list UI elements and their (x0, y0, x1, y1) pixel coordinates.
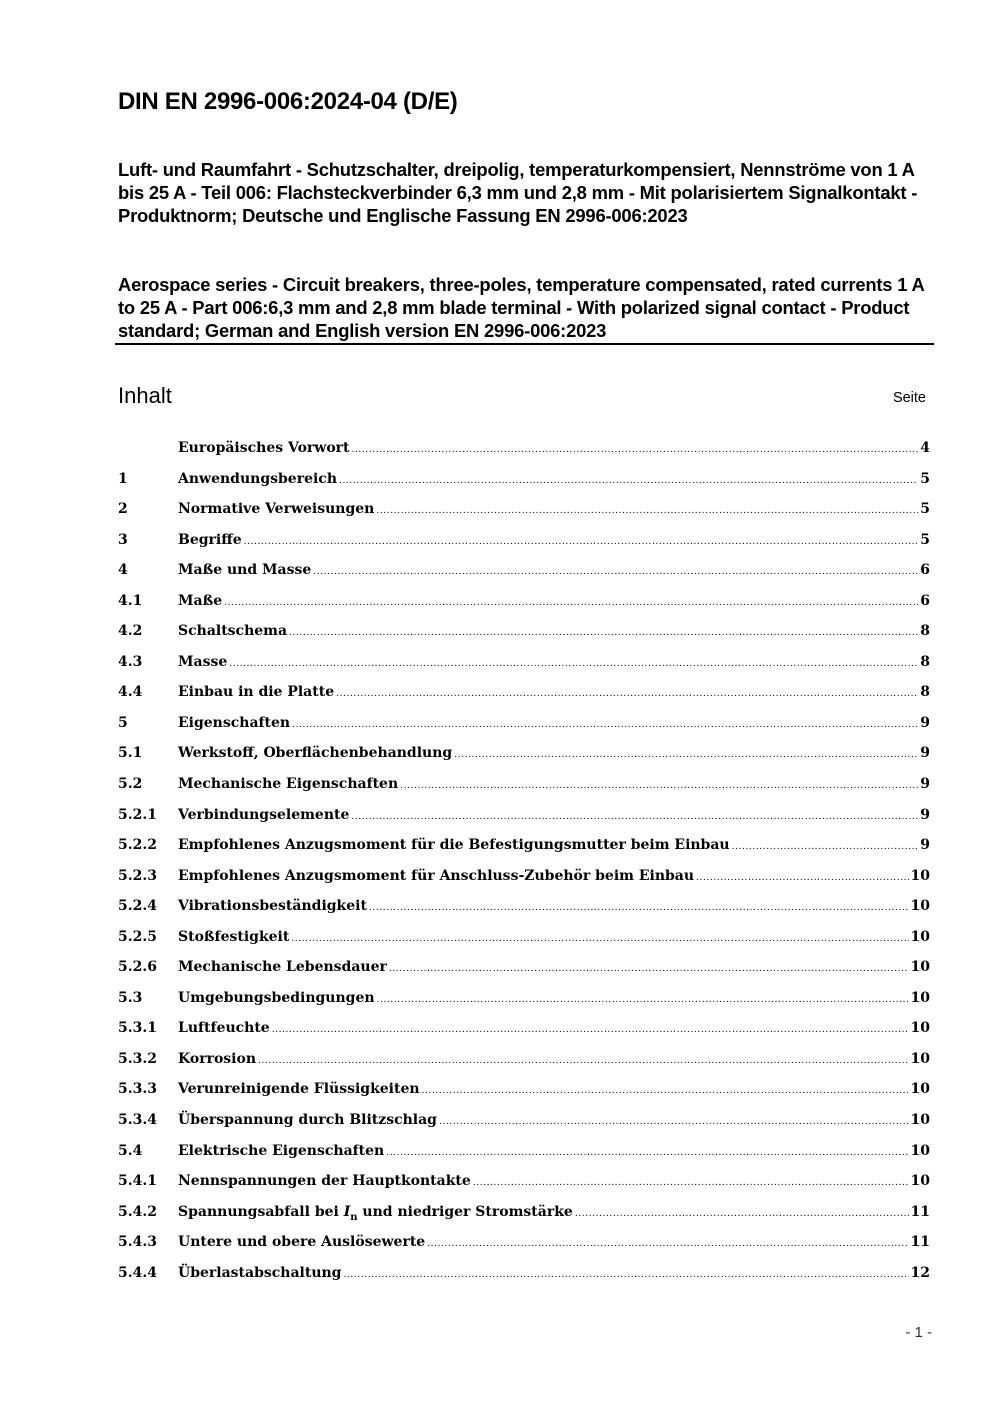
toc-entry-page: 8 (920, 653, 930, 670)
toc-dot-leader (473, 1178, 909, 1188)
toc-heading: Inhalt (118, 383, 172, 408)
toc-entry-number: 5.3.4 (118, 1112, 157, 1129)
toc-entry-title: Einbau in die Platte (178, 684, 335, 701)
toc-dot-leader (291, 934, 908, 944)
toc-entry[interactable] (118, 440, 930, 471)
toc-dot-leader (575, 1209, 909, 1219)
toc-entry-number: 5.4.1 (118, 1173, 157, 1190)
toc-entry-page: 9 (920, 806, 930, 823)
toc-entry[interactable] (118, 776, 930, 807)
toc-dot-leader (343, 1270, 908, 1280)
toc-entry-page: 10 (910, 1050, 930, 1067)
toc-entry-number: 5.1 (118, 745, 143, 762)
title-divider (115, 343, 934, 345)
toc-entry-page: 12 (910, 1264, 930, 1281)
toc-entry-title: Stoßfestigkeit (178, 928, 290, 945)
toc-entry[interactable] (118, 501, 930, 532)
toc-dot-leader (389, 964, 909, 974)
toc-entry-number: 5.2.1 (118, 806, 157, 823)
toc-entry-title: Luftfeuchte (178, 1020, 270, 1037)
toc-entry-title: Vibrationsbeständigkeit (178, 898, 367, 915)
toc-dot-leader (400, 781, 918, 791)
toc-entry-page: 11 (910, 1234, 930, 1251)
toc-entry-number: 3 (118, 531, 128, 548)
toc-entry[interactable] (118, 837, 930, 868)
toc-entry-number: 4.4 (118, 684, 143, 701)
toc-entry[interactable] (118, 593, 930, 624)
title-german: Luft- und Raumfahrt - Schutzschalter, dreipolig, temperaturkompensiert, Nennströme von 1 A bis 25 A - Teil 006: Flachsteckverbinder 6,3 mm und 2,8 mm - Mit polarisiertem Signalkontakt - Produktnorm; Deutsche und Englische Fassung EN 2996-006:2023 (118, 159, 918, 226)
toc-entry-title: Werkstoff, Oberflächenbehandlung (178, 745, 453, 762)
toc-entry-page: 5 (920, 501, 930, 518)
toc-entry-page: 10 (910, 1020, 930, 1037)
toc-page-column-label: Seite (892, 390, 926, 406)
toc-entry[interactable] (118, 1081, 930, 1112)
toc-entry-page: 10 (910, 959, 930, 976)
toc-entry[interactable] (118, 807, 930, 838)
toc-entry-page: 10 (910, 1081, 930, 1098)
toc-dot-leader (422, 1086, 909, 1096)
toc-entry-title: Verbindungselemente (178, 806, 350, 823)
toc-entry[interactable] (118, 654, 930, 685)
toc-entry-page: 10 (910, 1142, 930, 1159)
toc-entry-number: 5.4.2 (118, 1203, 157, 1220)
toc-entry-number: 4.2 (118, 623, 143, 640)
toc-entry-title: Umgebungsbedingungen (178, 989, 375, 1006)
toc-dot-leader (351, 812, 918, 822)
toc-entry-title: Europäisches Vorwort (178, 440, 350, 456)
toc-dot-leader (229, 659, 918, 669)
toc-entry-number: 5.2 (118, 776, 143, 793)
toc-entry-page: 10 (910, 1112, 930, 1129)
toc-entry-title: Maße (178, 592, 223, 609)
toc-entry-title: Eigenschaften (178, 714, 291, 731)
page-number: - 1 - (905, 1324, 932, 1341)
toc-dot-leader (336, 689, 918, 699)
title-english: Aerospace series - Circuit breakers, three-poles, temperature compensated, rated currents 1 A to 25 A - Part 006:6,3 mm and 2,8 mm blade terminal - With polarized signal contact - Product standard; German and English version EN 2996-006:2023 (118, 274, 924, 341)
toc-entry-page: 5 (920, 531, 930, 548)
toc-dot-leader (313, 567, 918, 577)
toc-entry-page: 6 (920, 562, 930, 579)
toc-dot-leader (224, 598, 918, 608)
toc-entry-number: 5.3.2 (118, 1050, 157, 1067)
toc-title-part: und niedriger Stromstärke (357, 1203, 573, 1220)
toc-entry-number: 4.3 (118, 653, 143, 670)
toc-entry-title: Überspannung durch Blitzschlag (178, 1112, 437, 1129)
toc-title-part: Spannungsabfall bei (178, 1203, 344, 1220)
toc-entry-number: 5.2.5 (118, 928, 157, 945)
toc-entry-number: 5.3 (118, 989, 143, 1006)
toc-entry-title: Elektrische Eigenschaften (178, 1142, 385, 1159)
toc-entry[interactable] (118, 1265, 930, 1296)
toc-entry[interactable] (118, 1234, 930, 1265)
toc-entry-title: Empfohlenes Anzugsmoment für Anschluss-Zubehör beim Einbau (178, 867, 695, 884)
toc-entry-title: Schaltschema (178, 623, 288, 640)
toc-entry[interactable] (118, 929, 930, 960)
toc-entry-number: 1 (118, 470, 128, 487)
toc-entry-number: 4.1 (118, 592, 143, 609)
toc-entry[interactable] (118, 745, 930, 776)
toc-entry-page: 6 (920, 592, 930, 609)
toc-entry-number: 2 (118, 501, 128, 518)
toc-entry-page: 4 (920, 440, 930, 456)
toc-dot-leader (439, 1117, 909, 1127)
toc-entry-title: Nennspannungen der Hauptkontakte (178, 1173, 471, 1190)
document-title: DIN EN 2996-006:2024-04 (D/E) (118, 88, 458, 115)
toc-entry-page: 9 (920, 745, 930, 762)
current-symbol: I (343, 1203, 351, 1220)
toc-entry[interactable] (118, 684, 930, 715)
toc-entry-number: 5.2.4 (118, 898, 157, 915)
toc-entry-number: 5 (118, 714, 128, 731)
toc-entry[interactable] (118, 532, 930, 563)
toc-entry[interactable] (118, 562, 930, 593)
toc-dot-leader (352, 445, 919, 455)
toc-entry[interactable] (118, 990, 930, 1021)
table-of-contents (118, 440, 930, 1295)
toc-entry-number: 5.4.3 (118, 1234, 157, 1251)
toc-entry[interactable] (118, 715, 930, 746)
toc-entry-page: 8 (920, 623, 930, 640)
toc-entry-number: 5.3.1 (118, 1020, 157, 1037)
toc-dot-leader (376, 506, 918, 516)
toc-entry-number: 5.4.4 (118, 1264, 157, 1281)
toc-entry-title: Mechanische Eigenschaften (178, 776, 399, 793)
toc-entry-page: 9 (920, 837, 930, 854)
toc-dot-leader (289, 628, 918, 638)
toc-entry[interactable] (118, 868, 930, 899)
toc-entry-title: Korrosion (178, 1050, 257, 1067)
toc-entry-page: 8 (920, 684, 930, 701)
toc-dot-leader (696, 873, 908, 883)
toc-dot-leader (732, 842, 919, 852)
toc-entry-page: 10 (910, 989, 930, 1006)
toc-dot-leader (339, 476, 918, 486)
toc-entry-number: 4 (118, 562, 128, 579)
toc-entry-page: 9 (920, 714, 930, 731)
toc-entry-page: 9 (920, 776, 930, 793)
toc-entry[interactable] (118, 1143, 930, 1174)
toc-entry-title: Überlastabschaltung (178, 1264, 342, 1281)
toc-entry-title (178, 1204, 573, 1223)
toc-entry[interactable] (118, 1020, 930, 1051)
toc-entry-page: 11 (910, 1203, 930, 1220)
toc-entry[interactable] (118, 1112, 930, 1143)
toc-entry-title: Normative Verweisungen (178, 501, 375, 518)
toc-entry[interactable] (118, 959, 930, 990)
toc-dot-leader (386, 1148, 908, 1158)
toc-entry-title: Anwendungsbereich (178, 470, 337, 487)
toc-dot-leader (272, 1025, 909, 1035)
toc-entry[interactable] (118, 1204, 930, 1235)
toc-entry-page: 10 (910, 928, 930, 945)
toc-entry-page: 10 (910, 1173, 930, 1190)
toc-entry-number: 5.2.2 (118, 837, 157, 854)
toc-entry-number: 5.2.3 (118, 867, 157, 884)
toc-dot-leader (454, 750, 918, 760)
toc-entry[interactable] (118, 1173, 930, 1204)
toc-entry-title: Masse (178, 653, 228, 670)
toc-entry-page: 10 (910, 898, 930, 915)
toc-entry-number: 5.2.6 (118, 959, 157, 976)
toc-entry-page: 5 (920, 470, 930, 487)
toc-dot-leader (427, 1239, 908, 1249)
current-symbol-subscript: n (350, 1211, 358, 1223)
toc-entry-title: Maße und Masse (178, 562, 312, 579)
toc-dot-leader (258, 1056, 909, 1066)
toc-dot-leader (292, 720, 918, 730)
toc-entry[interactable] (118, 471, 930, 502)
toc-entry-title: Untere und obere Auslösewerte (178, 1234, 426, 1251)
toc-entry-title: Mechanische Lebensdauer (178, 959, 387, 976)
toc-dot-leader (377, 995, 909, 1005)
toc-entry[interactable] (118, 1051, 930, 1082)
toc-entry-title: Verunreinigende Flüssigkeiten (178, 1081, 420, 1098)
toc-dot-leader (244, 537, 919, 547)
toc-entry[interactable] (118, 623, 930, 654)
toc-entry-title: Begriffe (178, 531, 242, 548)
toc-entry-title: Empfohlenes Anzugsmoment für die Befestigungsmutter beim Einbau (178, 837, 730, 854)
toc-entry[interactable] (118, 898, 930, 929)
toc-entry-number: 5.3.3 (118, 1081, 157, 1098)
toc-entry-page: 10 (910, 867, 930, 884)
toc-entry-number: 5.4 (118, 1142, 143, 1159)
toc-dot-leader (369, 903, 909, 913)
